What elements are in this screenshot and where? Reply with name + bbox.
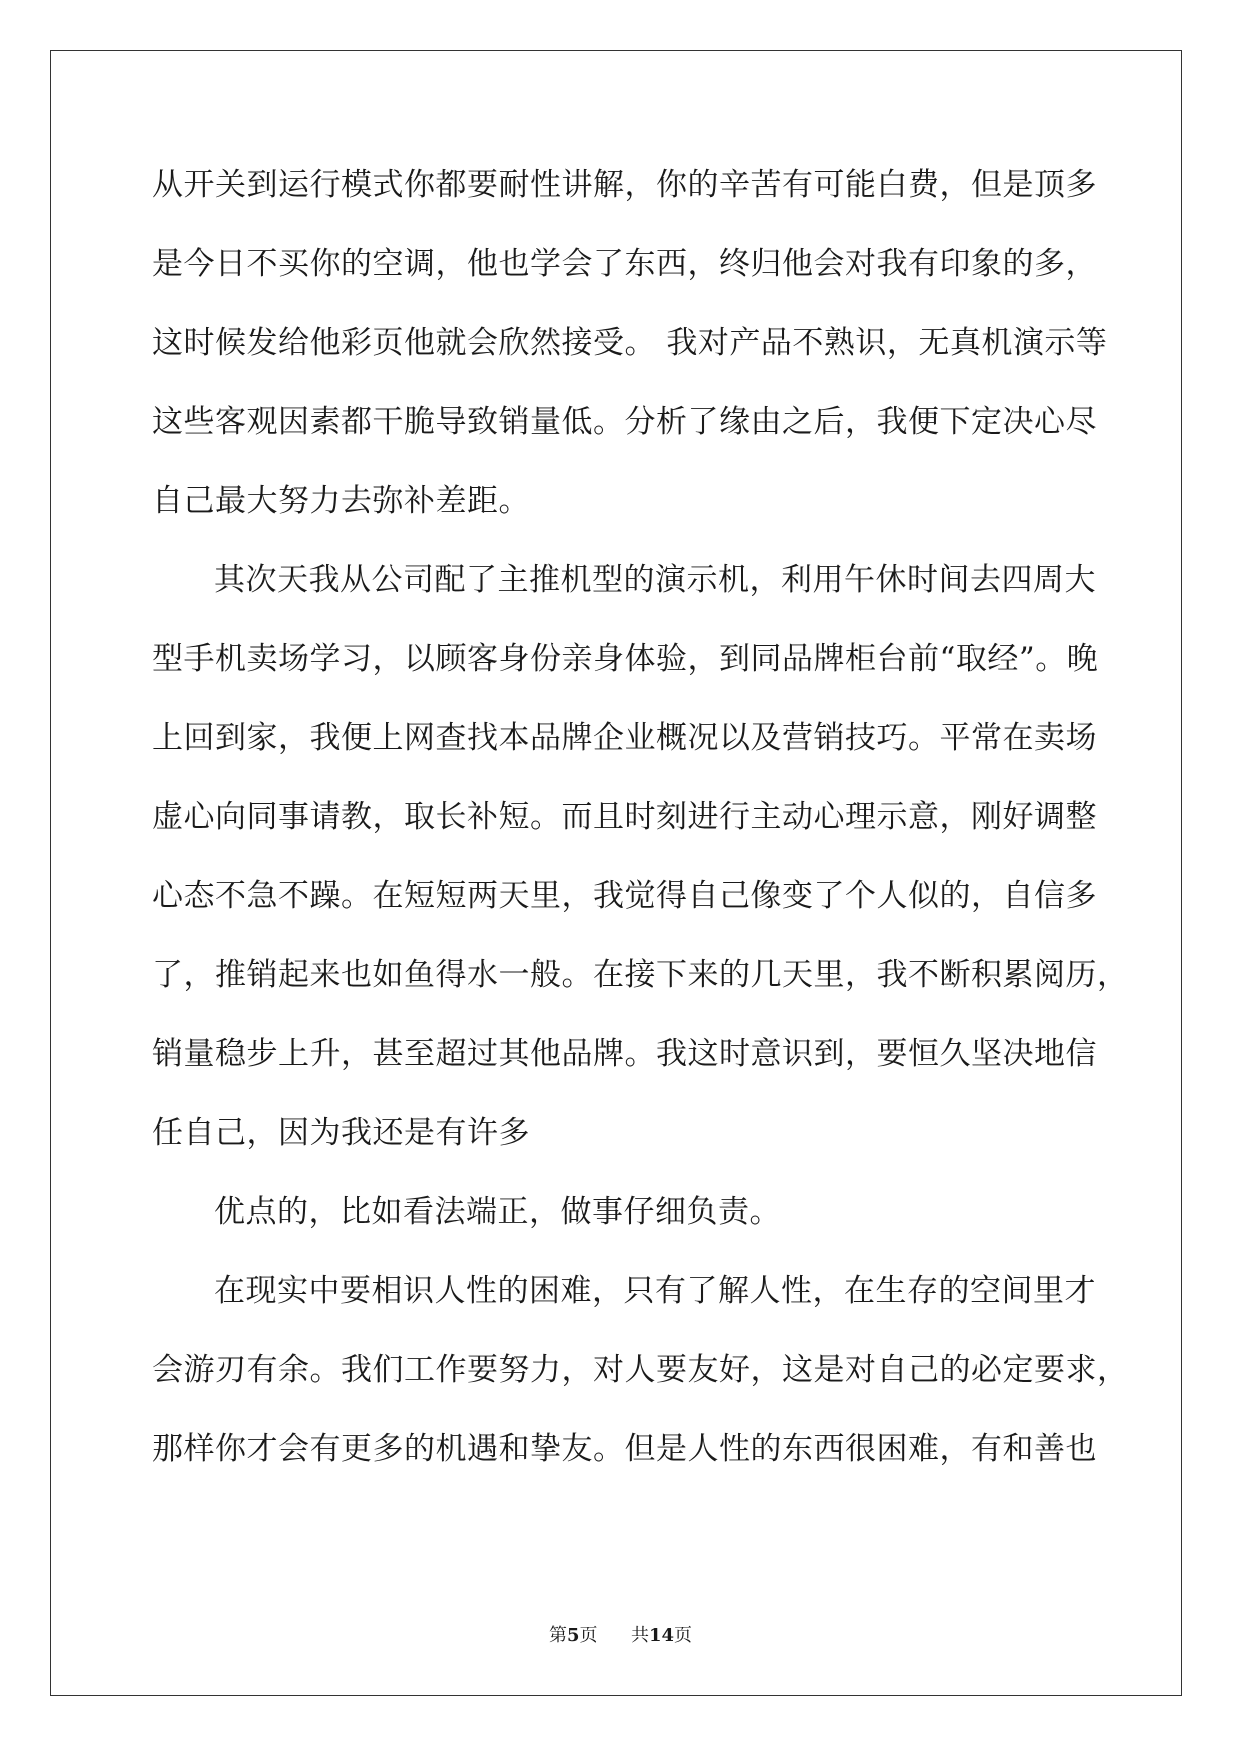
text-line: 上回到家，我便上网查找本品牌企业概况以及营销技巧。平常在卖场 [152,720,1097,756]
text-line: 这时候发给他彩页他就会欣然接受。 我对产品不熟识，无真机演示等 [152,325,1108,361]
total-pages-number: 14 [648,1625,675,1646]
text-line: 了，推销起来也如鱼得水一般。在接下来的几天里，我不断积累阅历， [152,957,1129,993]
page-suffix: 页 [579,1625,598,1646]
text-line: 自己最大努力去弥补差距。 [152,483,530,519]
document-body [152,160,1129,1503]
total-suffix: 页 [674,1625,693,1646]
text-line: 是今日不买你的空调，他也学会了东西，终归他会对我有印象的多， [152,246,1097,282]
text-line: 会游刃有余。我们工作要努力，对人要友好，这是对自己的必定要求， [152,1352,1129,1388]
total-prefix: 共 [630,1625,649,1646]
text-line: 任自己，因为我还是有许多 [152,1115,530,1151]
text-line: 销量稳步上升，甚至超过其他品牌。我这时意识到，要恒久坚决地信 [152,1036,1097,1072]
text-line: 虚心向同事请教，取长补短。而且时刻进行主动心理示意，刚好调整 [152,799,1097,835]
page-number: 5 [566,1625,580,1646]
paragraph-start-line: 其次天我从公司配了主推机型的演示机，利用午休时间去四周大 [214,562,1096,598]
page-prefix: 第 [548,1625,567,1646]
text-line: 从开关到运行模式你都要耐性讲解，你的辛苦有可能白费，但是顶多 [152,167,1097,203]
text-line: 这些客观因素都干脆导致销量低。分析了缘由之后，我便下定决心尽 [152,404,1097,440]
page-indicator [549,1621,598,1647]
paragraph-start-line: 在现实中要相识人性的困难，只有了解人性，在生存的空间里才 [214,1273,1096,1309]
total-pages-indicator [631,1621,692,1647]
text-line: 型手机卖场学习，以顾客身份亲身体验，到同品牌柜台前“取经”。晚 [152,641,1099,677]
text-line: 那样你才会有更多的机遇和挚友。但是人性的东西很困难，有和善也 [152,1431,1097,1467]
page-footer [0,1621,1241,1647]
text-line: 心态不急不躁。在短短两天里，我觉得自己像变了个人似的，自信多 [152,878,1097,914]
paragraph-start-line: 优点的，比如看法端正，做事仔细负责。 [214,1194,781,1230]
